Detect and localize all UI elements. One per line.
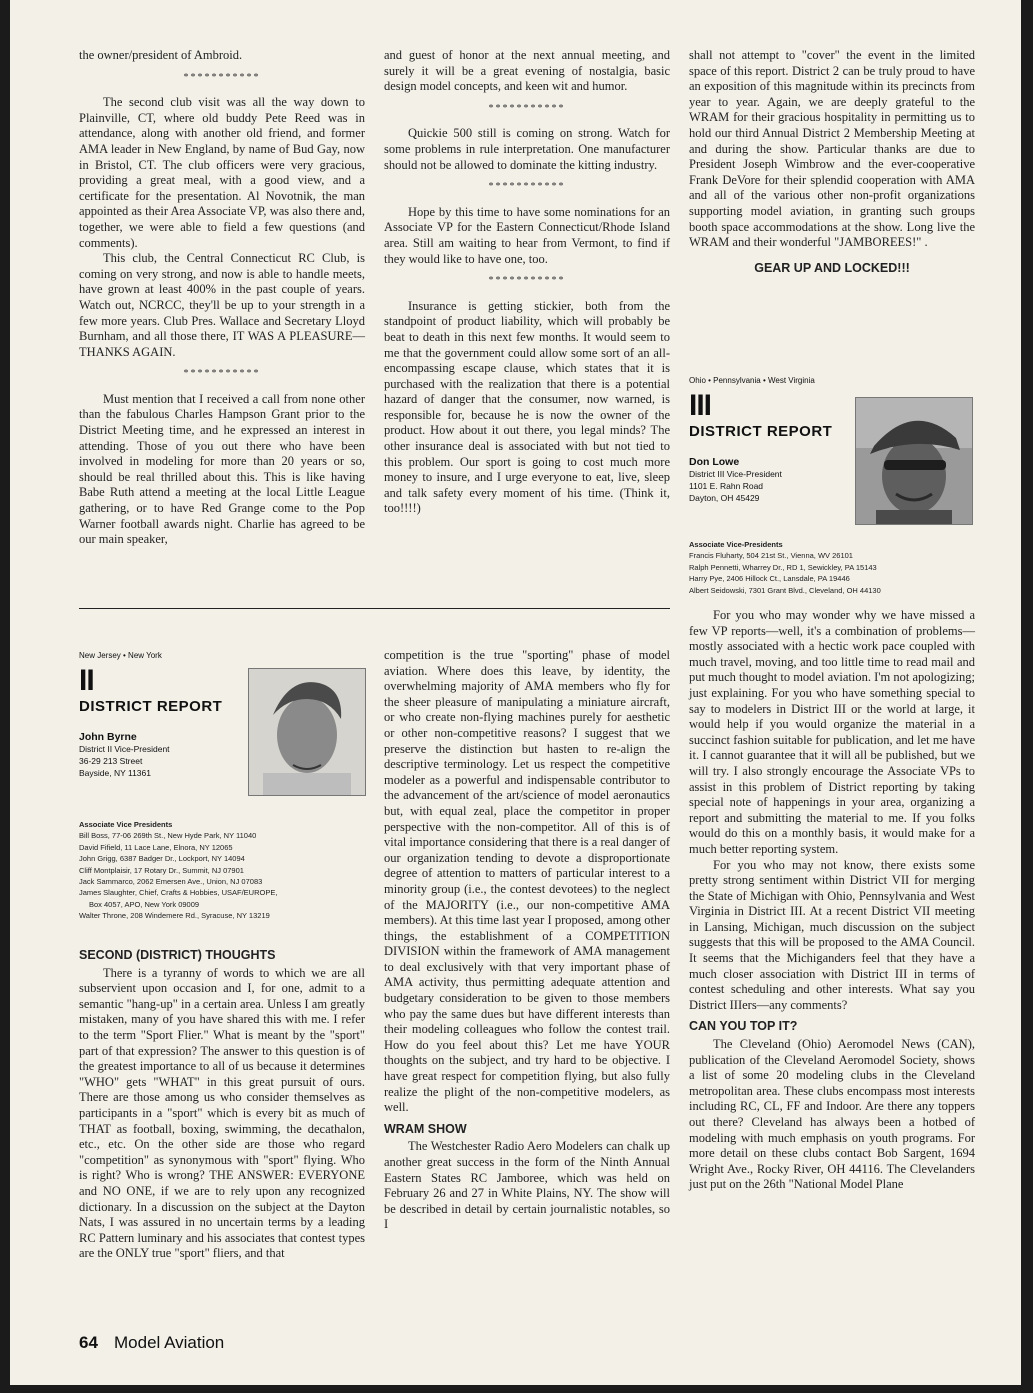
paragraph: Quickie 500 still is coming on strong. Watch for some problems in rule interpretation. One manufacturer should not be allowed to dominate the kitting industry. bbox=[384, 126, 670, 172]
column-3-top bbox=[689, 48, 975, 276]
district-3-vp-photo bbox=[855, 397, 973, 525]
vp-street: 36-29 213 Street bbox=[79, 756, 143, 766]
associate-entry: David Fifield, 11 Lace Lane, Elnora, NY 12065 bbox=[79, 842, 233, 852]
associate-entry: John Grigg, 6387 Badger Dr., Lockport, NY 14094 bbox=[79, 854, 245, 864]
separator: *********** bbox=[488, 181, 566, 193]
associate-entry: Box 4057, APO, New York 09009 bbox=[89, 899, 200, 909]
district-2-body bbox=[79, 942, 365, 1262]
vp-city: Dayton, OH 45429 bbox=[689, 493, 760, 503]
column-2-top bbox=[384, 48, 670, 517]
vp-city: Bayside, NY 11361 bbox=[79, 768, 151, 778]
portrait-image bbox=[856, 398, 972, 524]
paragraph: For you who may wonder why we have missed a few VP reports—well, it's a combination of problems—mostly associated with a hectic work pace coupled with much travel, moving, and too little time to read mail and put much thought to model aviation. I'm not apologizing; just explaining. For you who have something special to say to modelers in District III or the world at large, it would help if you would organize the material in a succinct fashion suitable for publication, and let me have it. I cannot guarantee that it will all be published, but we will try. I also strongly encourage the Associate VPs to assist in this problem of District reporting by taking special note of happenings in your area, organizing a report and submitting the material to me. If you folks would do this on a monthly basis, it would make for a much better reporting system. bbox=[689, 608, 975, 856]
associate-entry: Francis Fluharty, 504 21st St., Vienna, WV 26101 bbox=[689, 551, 853, 561]
section-heading: SECOND (DISTRICT) THOUGHTS bbox=[79, 948, 276, 962]
district-2-associates bbox=[79, 819, 369, 922]
paragraph: competition is the true "sporting" phase of model aviation. Where does this leave, by identity, the overwhelming majority of AMA members who fly for the sheer pleasure of manipulating a miniature aircraft, or who create non-flying machines purely for aesthetic or other non-competitive reasons? I suggest that we preserve the distinction but hasten to re-align the descriptive terminology. Let us respect the competitive modeler as a powerful and indispensable contributor to the advancement of the art/science of model aeronautics but, with equal zeal, place the competitor in proper perspective with the non-competitor. All of this is of vital importance considering that there is a real danger of our organization tending to devote a disproportionate degree of attention to matters of particular interest to a minority group (i.e., the contest devotees) to the neglect of the MAJORITY (i.e., our non-competitive AMA members). At this time last year I proposed, among other things, the establishment of a COMPETITION DIVISION within the framework of AMA management to deal exclusively with that very important phase of AMA activity, thus permitting adequate attention and budgetary consideration to be given to those members who pay the same dues but have different interests than their modeling colleagues who follow the contest trail. How do you feel about this? Let me have YOUR thoughts on the subject, and try hard to be objective. I have great respect for competition flying, but also fully realize the plight of the non-competitive modelers, as well. bbox=[384, 648, 670, 1115]
paragraph: There is a tyranny of words to which we are all subservient upon occasion and I, for one, admit to a semantic "hang-up" in a certain area. Unless I am greatly mistaken, many of you have shared this with me. I refer to the term "Sport Flier." What is meant by the "sport" part of that expression? The answer to this question is of the greatest importance to all of us because it determines "WHO" gets "WHAT" in this great pursuit of ours. There are those among us who consider themselves as participants in a "sport" which is every bit as much of THAT as football, boxing, swimming, the decathalon, etc., etc. On the other side are those who regard "competition" as synonymous with "sport" flying. Who is right? Who is wrong? THE ANSWER: EVERYONE and NO ONE, if we are to rely upon any recognized dictionary. In a discussion on the subject at the Dayton Nats, I was assured in no uncertain terms by a leading RC Pattern luminary and his associates that contest types are the ONLY true "sport" fliers, and that bbox=[79, 965, 365, 1261]
page-number: 64 bbox=[79, 1333, 98, 1352]
district-3-associates bbox=[689, 539, 971, 596]
vp-title: District II Vice-President bbox=[79, 744, 170, 754]
district-numeral: II bbox=[79, 664, 94, 697]
paragraph: The Westchester Radio Aero Modelers can chalk up another great success in the form of the Ninth Annual Eastern States RC Jamboree, which was held on February 26 and 27 in White Plains, NY. The show will be described in detail by certain journalistic notables, so I bbox=[384, 1139, 670, 1232]
vp-title: District III Vice-President bbox=[689, 469, 782, 479]
portrait-image bbox=[249, 669, 365, 795]
district-title: DISTRICT REPORT bbox=[79, 698, 223, 715]
associate-entry: Cliff Montplaisir, 17 Rotary Dr., Summit, NJ 07901 bbox=[79, 865, 244, 875]
magazine-title: Model Aviation bbox=[114, 1333, 225, 1352]
column-1-top bbox=[79, 48, 365, 548]
paragraph: Insurance is getting stickier, both from the standpoint of product liability, which will probably be beat to death in this next few months. It would seem to me that the government could allow some sort of an all-encompassing escape clause, which states that it is purchased with the realization that there is a potential hazard of danger that the consumer, now warned, is responsible for, because he is now the owner of the product. How about it out there, you legal minds? The other insurance deal is associated with but not tied to this problem. Our sport is going to cost much more money to insure, and I urge everyone to eat, live, sleep and talk safety every moment of his time. (Think it, too!!!!) bbox=[384, 298, 670, 516]
paragraph: Must mention that I received a call from none other than the fabulous Charles Hampson Grant prior to the District Meeting time, and he expressed an interest in attending. Those of you out there who have been involved in modeling for more than 20 years or so, should be real thrilled about this. This is like having Babe Ruth attend a meeting at the local Little League gathering, or to have Red Grange come to the Pop Warner football awards night. Charlie has agreed to be our main speaker, bbox=[79, 391, 365, 547]
separator: *********** bbox=[183, 368, 261, 380]
separator: *********** bbox=[183, 71, 261, 83]
paragraph: The second club visit was all the way down to Plainville, CT, where old buddy Pete Reed was in attendance, along with another old friend, and former AMA leader in New England, by name of Bud Gay, now in Bristol, CT. The club officers were very gracious, providing a great meal, with a good view, and a certificate for the presentation. Al Novotnik, the man appointed as their Area Associate VP, was also there and, together, we were able to field a few questions (and comments). bbox=[79, 95, 365, 250]
associate-entry: Albert Seidowski, 7301 Grant Blvd., Cleveland, OH 44130 bbox=[689, 585, 881, 595]
paragraph: For you who may not know, there exists some pretty strong sentiment within District VII for merging the State of Michigan with Ohio, Pennsylvania and West Virginia in District III. At a recent District VII meeting in Lansing, Michigan, much discussion on the subject suggests that this will be proposed to the AMA Council. It seems that the Michiganders feel that they have a much closer association with District III in terms of contest scheduling and other interests. What say you District IIIers—any comments? bbox=[689, 857, 975, 1012]
paragraph: and guest of honor at the next annual meeting, and surely it will be a great evening of nostalgia, basic design model concepts, and keen wit and humor. bbox=[384, 48, 670, 94]
signoff: GEAR UP AND LOCKED!!! bbox=[754, 260, 910, 275]
district-2-header bbox=[79, 651, 249, 779]
separator: *********** bbox=[488, 102, 566, 114]
associate-entry: Bill Boss, 77-06 269th St., New Hyde Park, NY 11040 bbox=[79, 831, 257, 841]
section-heading: WRAM SHOW bbox=[384, 1121, 467, 1136]
section-divider bbox=[79, 608, 670, 609]
district-states: New Jersey • New York bbox=[79, 651, 162, 660]
separator: *********** bbox=[488, 275, 566, 287]
district-3-body bbox=[689, 608, 975, 1193]
associate-entry: Harry Pye, 2406 Hillock Ct., Lansdale, PA 19446 bbox=[689, 574, 850, 584]
paragraph: shall not attempt to "cover" the event in the limited space of this report. District 2 can be truly proud to have an exposition of this magnitude within its precincts from year to year. Again, we are deeply grateful to the WRAM for their gracious hospitality in permitting us to hold our third Annual District 2 Membership Meeting at and during the show. Particular thanks are due to President Joseph Wimbrow and the ever-cooperative Frank DeVore for their splendid cooperation with AMA and all of the various other non-profit organizations supporting model aviation, in granting such groups booth space accommodations at the show. Long live the WRAM and their wonderful "JAMBOREES!" . bbox=[689, 48, 975, 250]
district-states: Ohio • Pennsylvania • West Virginia bbox=[689, 376, 815, 385]
associate-entry: Jack Sammarco, 2062 Emersen Ave., Union, NJ 07083 bbox=[79, 877, 263, 887]
paragraph: Hope by this time to have some nominations for an Associate VP for the Eastern Connecticut/Rhode Island area. Still am waiting to hear from Vermont, to find if they would like to have one, too. bbox=[384, 204, 670, 266]
paragraph: The Cleveland (Ohio) Aeromodel News (CAN), publication of the Cleveland Aeromodel Society, shows a list of some 20 modeling clubs in the Cleveland metropolitan area. These clubs encompass most interests including RC, CL, FF and Indoor. Are there any toppers out there? Cleveland has always been a hotbed of modeling with much emphasis on youth programs. For more detail on these clubs contact Bob Sargent, 1694 Wright Ave., Rocky River, OH 44116. The Clevelanders just put on the 26th "National Model Plane bbox=[689, 1037, 975, 1192]
vp-name: John Byrne bbox=[79, 731, 137, 743]
vp-name: Don Lowe bbox=[689, 456, 740, 468]
paragraph: the owner/president of Ambroid. bbox=[79, 48, 243, 62]
associate-entry: Ralph Pennetti, Wharrey Dr., RD 1, Sewickley, PA 15143 bbox=[689, 562, 877, 572]
magazine-page bbox=[10, 0, 1021, 1385]
district-title: DISTRICT REPORT bbox=[689, 423, 833, 440]
district-2-vp-photo bbox=[248, 668, 366, 796]
paragraph: This club, the Central Connecticut RC Club, is coming on very strong, and now is able to handle meets, have grown at least 400% in the past couple of years. Watch out, NCRCC, they'll be up to your strength in a few more years. Club Pres. Wallace and Secretary Lloyd Burnham, and all those there, IT WAS A PLEASURE—THANKS AGAIN. bbox=[79, 251, 365, 359]
associates-heading: Associate Vice-Presidents bbox=[689, 540, 783, 549]
column-2-bottom bbox=[384, 648, 670, 1233]
section-heading: CAN YOU TOP IT? bbox=[689, 1019, 798, 1034]
vp-street: 1101 E. Rahn Road bbox=[689, 481, 764, 491]
associate-entry: James Slaughter, Chief, Crafts & Hobbies, USAF/EUROPE, bbox=[79, 888, 278, 898]
district-3-header bbox=[689, 376, 849, 504]
associate-entry: Walter Throne, 208 Windemere Rd., Syracuse, NY 13219 bbox=[79, 911, 270, 921]
district-numeral: III bbox=[689, 389, 712, 422]
associates-heading: Associate Vice Presidents bbox=[79, 820, 173, 829]
